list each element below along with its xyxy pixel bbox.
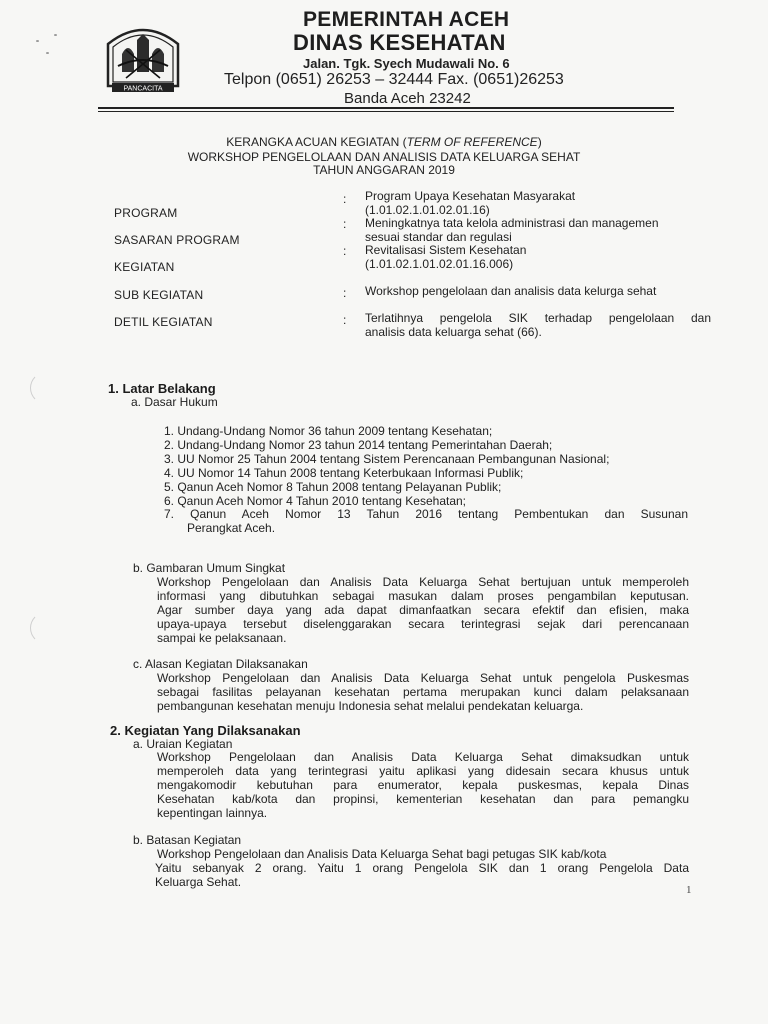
aceh-emblem-logo	[104, 20, 182, 94]
label-detil-kegiatan: DETIL KEGIATAN	[114, 315, 213, 329]
paragraph-line: Kesehatan kab/kota dan propinsi, kementerian kesehatan dan para pemangku	[157, 792, 689, 806]
page-number: 1	[686, 884, 692, 896]
value-sasaran-cont: sesuai standar dan regulasi	[365, 230, 512, 244]
section1-c-label: c. Alasan Kegiatan Dilaksanakan	[133, 657, 308, 671]
value-kegiatan-code: (1.01.02.1.01.02.01.16.006)	[365, 257, 514, 271]
letterhead-rule	[98, 107, 674, 109]
paragraph-line: sampai ke pelaksanaan.	[157, 631, 287, 645]
paragraph-line: Keluarga Sehat.	[155, 875, 242, 889]
label-program: PROGRAM	[114, 206, 178, 220]
doc-title-line2: WORKSHOP PENGELOLAAN DAN ANALISIS DATA KELUARGA SEHAT	[187, 150, 581, 164]
paragraph-line: kepentingan lainnya.	[157, 806, 268, 820]
colon: :	[343, 313, 347, 327]
paragraph-line: Workshop Pengelolaan dan Analisis Data Keluarga Sehat bertujuan untuk memperoleh	[157, 575, 689, 589]
scan-mark	[30, 612, 62, 644]
value-program-code: (1.01.02.1.01.02.01.16)	[365, 203, 490, 217]
law-item: 1. Undang-Undang Nomor 36 tahun 2009 tentang Kesehatan;	[164, 424, 493, 438]
paragraph-line: Agar sumber daya yang ada dapat dimanfaatkan secara efektif dan efisien, maka	[157, 603, 689, 617]
law-item: 4. UU Nomor 14 Tahun 2008 tentang Keterbukaan Informasi Publik;	[164, 466, 524, 480]
org-name-line1: PEMERINTAH ACEH	[303, 8, 510, 31]
value-detil-kegiatan: Terlatihnya pengelola SIK terhadap pengelolaan dan	[365, 311, 711, 325]
org-phone-fax: Telpon (0651) 26253 – 32444 Fax. (0651)26253	[224, 71, 564, 88]
colon: :	[343, 192, 347, 206]
org-address: Jalan. Tgk. Syech Mudawali No. 6	[303, 56, 510, 71]
value-sasaran: Meningkatnya tata kelola administrasi dan managemen	[365, 216, 659, 230]
section2-a-label: a. Uraian Kegiatan	[133, 737, 233, 751]
scan-mark	[30, 372, 62, 404]
paragraph-line: informasi yang dibutuhkan sebagai masukan dalam proses pengambilan keputusan.	[157, 589, 689, 603]
paragraph-line: pembangunan kesehatan menuju Indonesia sehat melalui pendekatan keluarga.	[157, 699, 584, 713]
law-item: 2. Undang-Undang Nomor 23 tahun 2014 tentang Pemerintahan Daerah;	[164, 438, 553, 452]
value-detil-kegiatan-cont: analisis data keluarga sehat (66).	[365, 325, 542, 339]
colon: :	[343, 217, 347, 231]
paragraph-line: mengakomodir kebutuhan para enumerator, kepala puskesmas, kepala Dinas	[157, 778, 689, 792]
paragraph-line: upaya-upaya tersebut diselenggarakan secara terintegrasi sejak dari perencanaan	[157, 617, 689, 631]
colon: :	[343, 286, 347, 300]
law-item-cont: Perangkat Aceh.	[187, 521, 276, 535]
law-item: 6. Qanun Aceh Nomor 4 Tahun 2010 tentang Kesehatan;	[164, 494, 467, 508]
section1-heading: 1. Latar Belakang	[108, 381, 216, 396]
section1-a-label: a. Dasar Hukum	[131, 395, 218, 409]
label-kegiatan: KEGIATAN	[114, 260, 175, 274]
org-name-line2: DINAS KESEHATAN	[293, 30, 506, 55]
label-sasaran-program: SASARAN PROGRAM	[114, 233, 240, 247]
law-item: 7. Qanun Aceh Nomor 13 Tahun 2016 tentang Pembentukan dan Susunan	[164, 507, 688, 521]
section2-b-label: b. Batasan Kegiatan	[133, 833, 242, 847]
letterhead-rule-thin	[98, 111, 674, 112]
section1-b-label: b. Gambaran Umum Singkat	[133, 561, 286, 575]
paragraph-line: Workshop Pengelolaan dan Analisis Data Keluarga Sehat untuk pengelola Puskesmas	[157, 671, 689, 685]
paragraph-line: memperoleh data yang terintegrasi yaitu aplikasi yang didesain secara khusus untuk	[157, 764, 689, 778]
scan-speck	[54, 34, 57, 36]
scan-speck	[36, 40, 39, 42]
law-item: 3. UU Nomor 25 Tahun 2004 tentang Sistem Perencanaan Pembangunan Nasional;	[164, 452, 610, 466]
paragraph-line: Yaitu sebanyak 2 orang. Yaitu 1 orang Pengelola SIK dan 1 orang Pengelola Data	[155, 861, 689, 875]
org-city: Banda Aceh 23242	[344, 90, 471, 107]
value-kegiatan: Revitalisasi Sistem Kesehatan	[365, 243, 527, 257]
value-sub-kegiatan: Workshop pengelolaan dan analisis data kelurga sehat	[365, 284, 657, 298]
paragraph-line: sebagai fasilitas pelayanan kesehatan pertama merupakan kunci dalam pelaksanaan	[157, 685, 689, 699]
colon: :	[343, 244, 347, 258]
paragraph-line: Workshop Pengelolaan dan Analisis Data Keluarga Sehat dimaksudkan untuk	[157, 750, 689, 764]
scan-speck	[46, 52, 49, 54]
svg-text:PANCACITA: PANCACITA	[123, 85, 163, 93]
doc-title-line1: KERANGKA ACUAN KEGIATAN (TERM OF REFERENCE)	[226, 135, 542, 149]
label-sub-kegiatan: SUB KEGIATAN	[114, 288, 204, 302]
law-item: 5. Qanun Aceh Nomor 8 Tahun 2008 tentang Pelayanan Publik;	[164, 480, 502, 494]
doc-title-line3: TAHUN ANGGARAN 2019	[313, 163, 455, 177]
section2-heading: 2. Kegiatan Yang Dilaksanakan	[110, 723, 301, 738]
paragraph-line: Workshop Pengelolaan dan Analisis Data Keluarga Sehat bagi petugas SIK kab/kota	[157, 847, 607, 861]
value-program: Program Upaya Kesehatan Masyarakat	[365, 189, 576, 203]
